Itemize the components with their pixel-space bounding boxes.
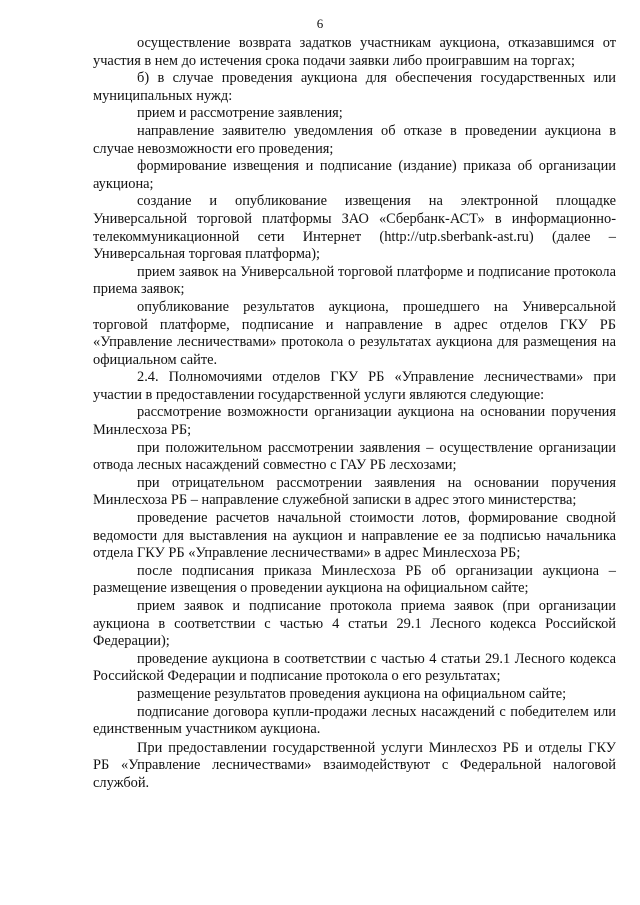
document-body [93,35,616,793]
paragraph-refusal-notice: направление заявителю уведомления об отказе в проведении аукциона в случае невозможности его проведения; [93,122,616,157]
paragraph-order-signing: формирование извещения и подписание (издание) приказа об организации аукциона; [93,158,616,192]
paragraph-notice-publication: создание и опубликование извещения на электронной площадке Универсальной торговой платформы ЗАО «Сбербанк-АСТ» в информационно-телекоммуникационной сети Интернет (http://utp.sberbank-ast.ru) (далее – Универсальная торговая платформа); [93,193,616,263]
paragraph-contract-signing: подписание договора купли-продажи лесных насаждений с победителем или единственным участником аукциона. [93,703,616,738]
paragraph-section-2-4: 2.4. Полномочиями отделов ГКУ РБ «Управление лесничествами» при участии в предоставлении государственной услуги являются следующие: [93,369,616,403]
paragraph-notice-posting: после подписания приказа Минлесхоза РБ об организации аукциона – размещение извещения о проведении аукциона на официальном сайте; [93,562,616,597]
paragraph-bid-acceptance: прием заявок на Универсальной торговой платформе и подписание протокола приема заявок; [93,263,616,298]
paragraph-negative-review: при отрицательном рассмотрении заявления на основании поручения Минлесхоза РБ – направление служебной записки в адрес этого министерства; [93,474,616,509]
paragraph-cost-calculation: проведение расчетов начальной стоимости лотов, формирование сводной ведомости для выставления на аукцион и направление ее за подписью начальника отдела ГКУ РБ «Управление лесничествами» в адрес Минлесхоза РБ; [93,510,616,562]
paragraph-positive-review: при положительном рассмотрении заявления – осуществление организации отвода лесных насаждений совместно с ГАУ РБ лесхозами; [93,439,616,474]
page-number: 6 [316,16,324,31]
paragraph-state-needs: б) в случае проведения аукциона для обеспечения государственных или муниципальных нужд: [93,70,616,104]
paragraph-results-posting: размещение результатов проведения аукциона на официальном сайте; [137,685,567,702]
paragraph-tax-interaction: При предоставлении государственной услуги Минлесхоз РБ и отделы ГКУ РБ «Управление лесничествами» взаимодействуют с Федеральной налоговой службой. [93,739,616,791]
paragraph-bid-protocol: прием заявок и подписание протокола приема заявок (при организации аукциона в соответствии с частью 4 статьи 29.1 Лесного кодекса Российской Федерации); [93,598,616,650]
paragraph-possibility-review: рассмотрение возможности организации аукциона на основании поручения Минлесхоза РБ; [93,404,616,439]
paragraph-auction-conduct: проведение аукциона в соответствии с частью 4 статьи 29.1 Лесного кодекса Российской Федерации и подписание протокола о его результатах; [93,650,616,685]
paragraph-results-publication: опубликование результатов аукциона, прошедшего на Универсальной торговой платформе, подписание и направление в адрес отделов ГКУ РБ «Управление лесничествами» протокола о результатах аукциона для размещения на официальном сайте. [93,298,616,368]
paragraph-application-review: прием и рассмотрение заявления; [137,105,343,122]
paragraph-deposit-return: осуществление возврата задатков участникам аукциона, отказавшимся от участия в нем до истечения срока подачи заявки либо проигравшим на торгах; [93,35,616,69]
